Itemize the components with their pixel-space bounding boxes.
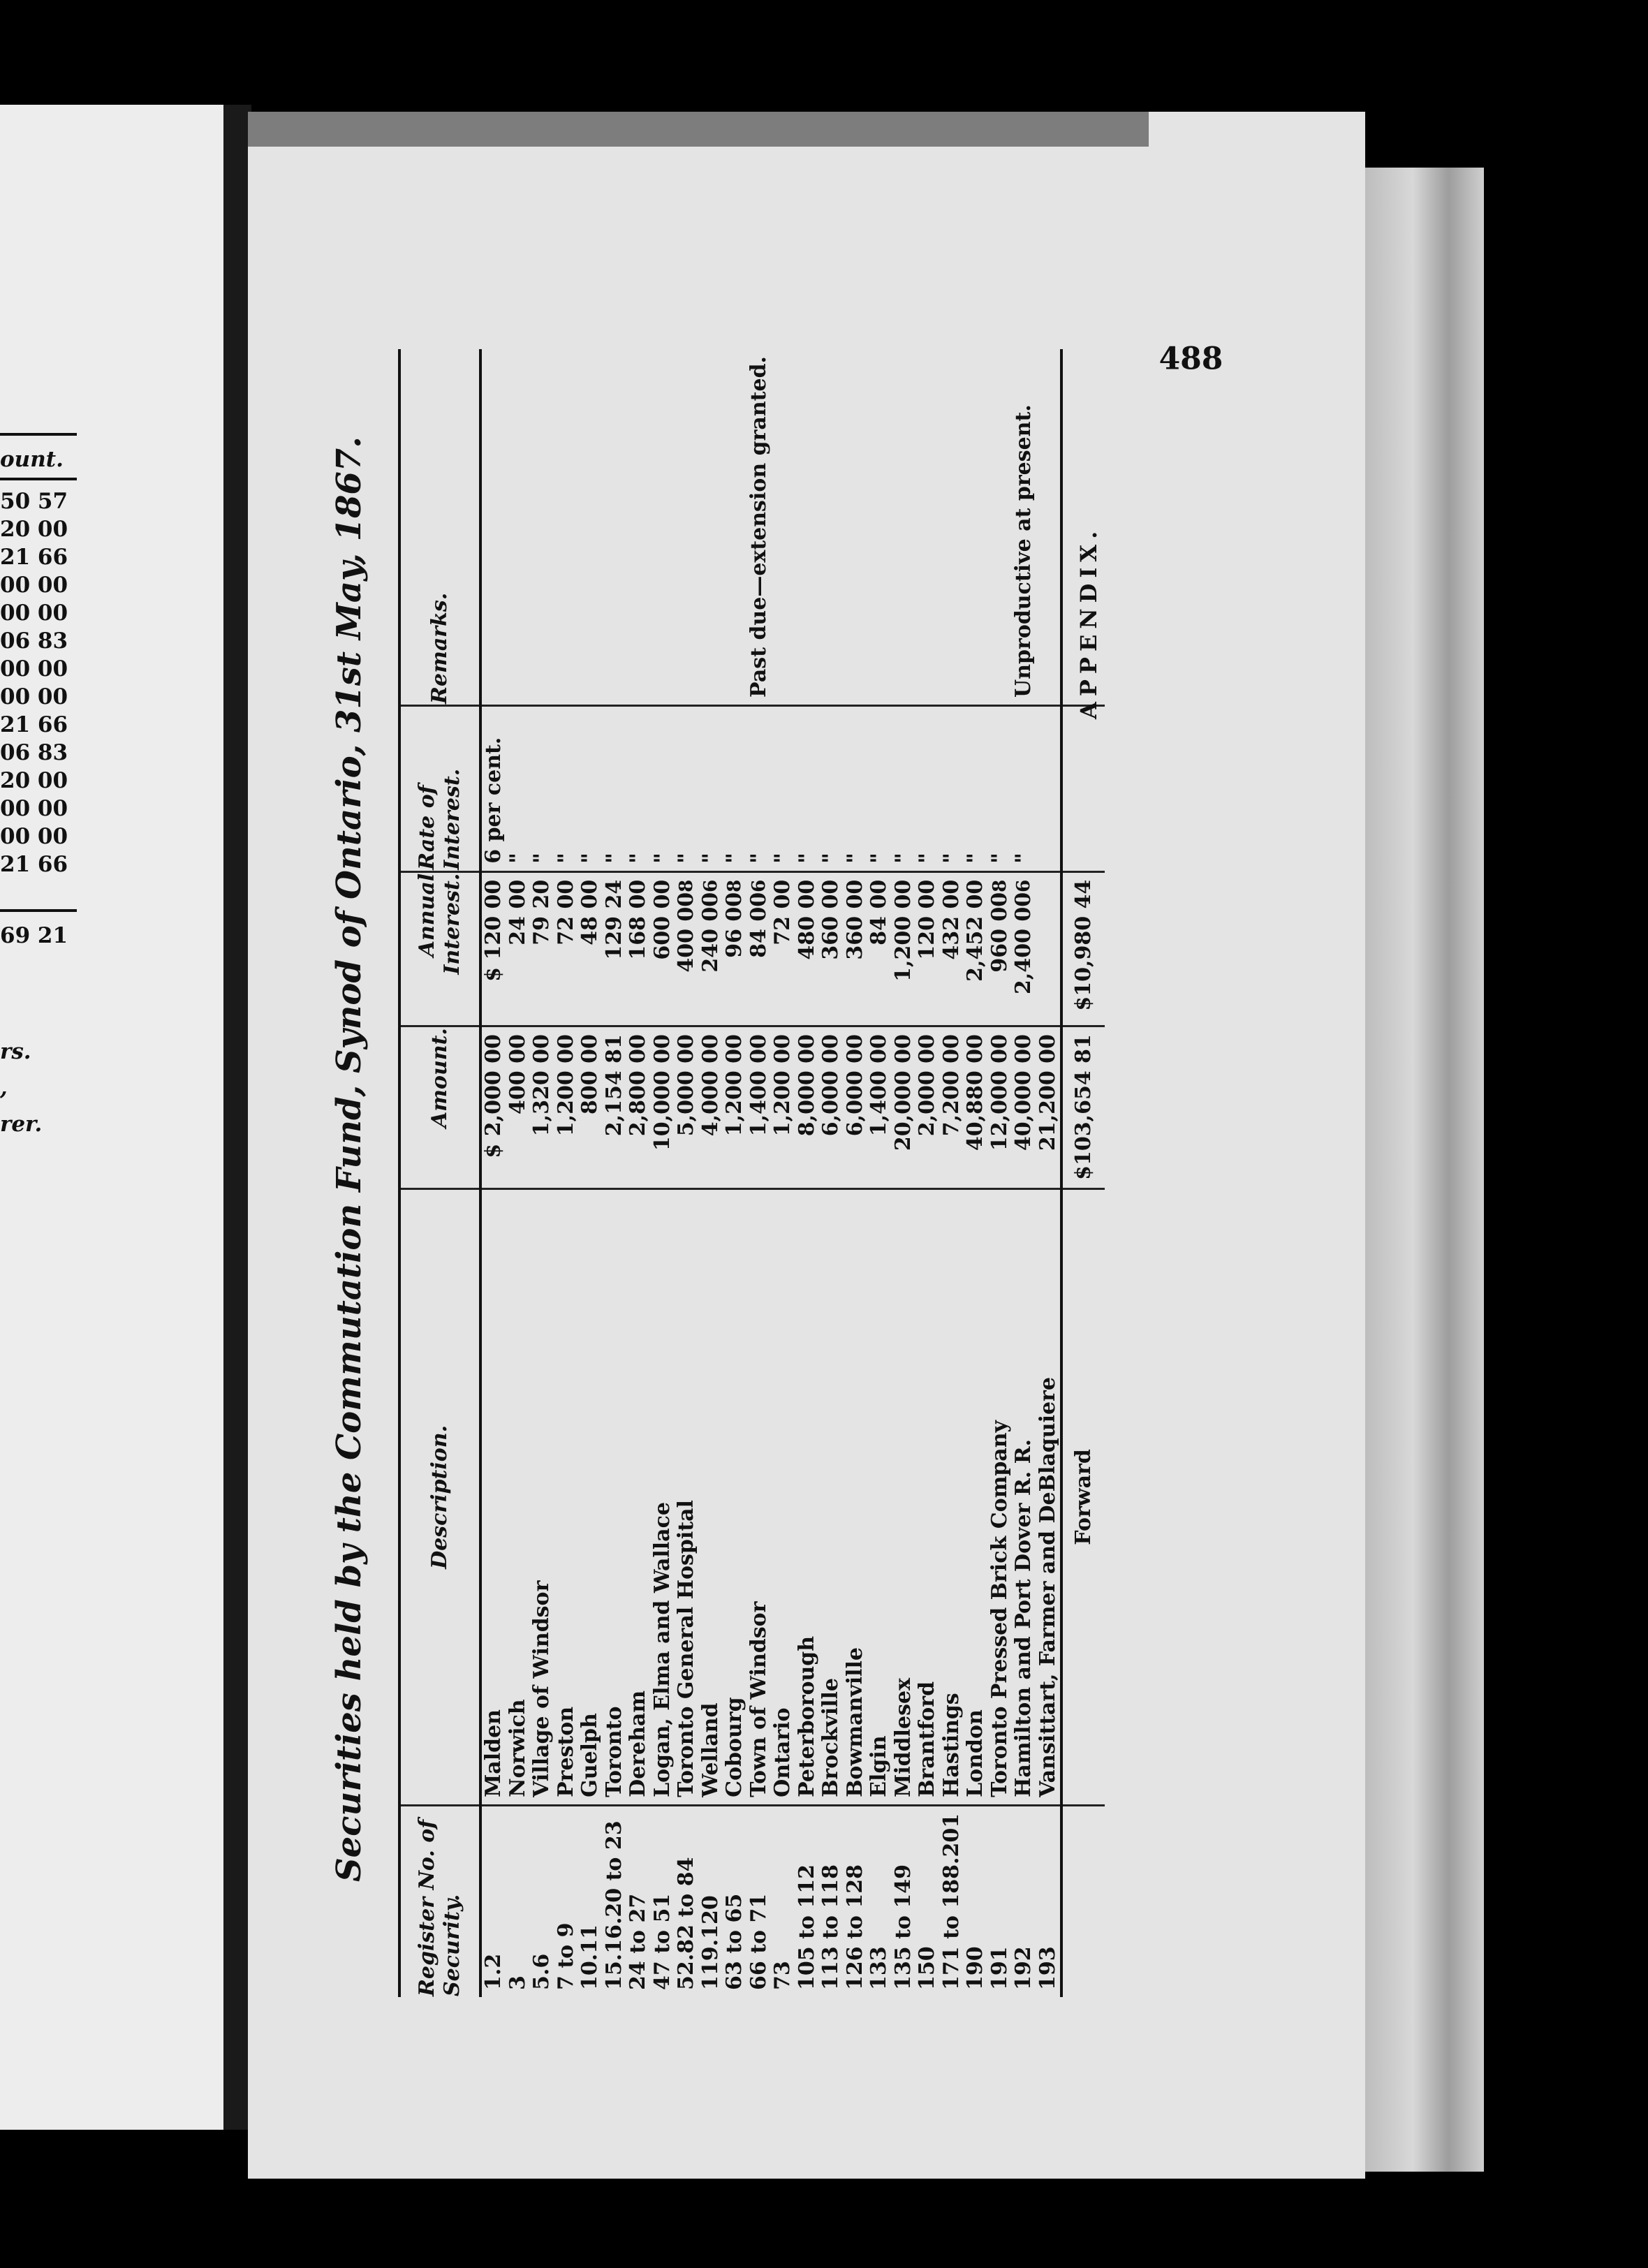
table-row — [844, 349, 868, 1997]
interest-value: 1,200 00 — [890, 879, 915, 982]
rate-cell: " — [530, 705, 554, 871]
register-cell: 135 to 149 — [890, 1864, 915, 1990]
rate-cell: " — [988, 705, 1013, 871]
rate-cell: " — [651, 705, 675, 871]
margin-note: 6 — [748, 879, 770, 892]
interest-cell — [867, 871, 892, 1026]
forward-amount: $103,654 81 — [1061, 1026, 1105, 1189]
securities-table — [398, 349, 1105, 1997]
description-cell: Town of Windsor — [747, 1188, 772, 1805]
interest-cell — [771, 871, 795, 1026]
remarks-cell — [844, 349, 868, 705]
register-cell: 133 — [867, 1946, 891, 1990]
register-cell: 150 — [915, 1946, 939, 1990]
page-number: 488 — [1158, 341, 1223, 377]
left-page-column — [0, 433, 77, 950]
rate-cell: " — [1012, 705, 1036, 871]
remarks-cell — [603, 349, 627, 705]
table-row — [554, 349, 579, 1997]
interest-value: $ 120 00 — [481, 879, 506, 982]
interest-cell — [554, 871, 579, 1026]
description-cell: Cobourg — [723, 1188, 747, 1805]
description-cell: Bowmanville — [844, 1188, 868, 1805]
amount-cell: 10,000 00 — [651, 1026, 675, 1189]
rate-cell: " — [892, 705, 916, 871]
register-cell: 3 — [505, 1975, 530, 1990]
left-value: 21 66 — [0, 852, 68, 877]
description-cell: Brockville — [819, 1188, 844, 1805]
amount-cell: 1,400 00 — [747, 1026, 772, 1189]
register-cell: 119.120 — [698, 1895, 723, 1990]
interest-cell — [723, 871, 747, 1026]
register-cell: 24 to 27 — [626, 1893, 650, 1990]
rate-cell: " — [626, 705, 651, 871]
amount-cell: 21,200 00 — [1036, 1026, 1062, 1189]
table-body — [480, 349, 1061, 1997]
rate-cell: " — [795, 705, 820, 871]
margin-note: 8 — [676, 879, 697, 892]
interest-cell — [892, 871, 916, 1026]
amount-cell: 1,400 00 — [867, 1026, 892, 1189]
interest-cell — [530, 871, 554, 1026]
left-value: 50 57 — [0, 489, 68, 514]
remarks-cell: Unproductive at present. — [1012, 349, 1036, 705]
amount-cell: 1,200 00 — [723, 1026, 747, 1189]
amount-cell: 5,000 00 — [675, 1026, 699, 1189]
interest-cell — [915, 871, 940, 1026]
register-cell: 47 to 51 — [649, 1893, 675, 1990]
table-row — [506, 349, 531, 1997]
remarks-cell — [578, 349, 603, 705]
interest-value: 72 00 — [553, 879, 578, 945]
forward-empty — [1061, 1805, 1105, 1997]
remarks-cell — [964, 349, 988, 705]
description-cell: Toronto Pressed Brick Company — [988, 1188, 1013, 1805]
amount-cell: 20,000 00 — [892, 1026, 916, 1189]
register-cell: 113 to 118 — [818, 1864, 843, 1990]
rate-cell: " — [603, 705, 627, 871]
rate-cell: " — [867, 705, 892, 871]
interest-value: 2,400 00 — [1011, 892, 1036, 994]
col-interest: Annual Interest. — [399, 871, 480, 1026]
remarks-cell — [892, 349, 916, 705]
interest-value: 168 00 — [626, 879, 650, 960]
table-row — [1036, 349, 1062, 1997]
left-value: 21 66 — [0, 545, 68, 570]
register-cell: 63 to 65 — [722, 1893, 746, 1990]
col-rate: Rate of Interest. — [399, 705, 480, 871]
register-cell: 5.6 — [529, 1953, 554, 1990]
interest-value: 84 00 — [867, 879, 891, 945]
table-row — [626, 349, 651, 1997]
interest-cell — [480, 871, 506, 1026]
table-row — [675, 349, 699, 1997]
remarks-cell — [554, 349, 579, 705]
remarks-cell — [795, 349, 820, 705]
rate-cell: " — [554, 705, 579, 871]
interest-cell — [747, 871, 772, 1026]
table-row — [530, 349, 554, 1997]
left-value: 00 00 — [0, 601, 68, 626]
rate-cell: 6 per cent. — [480, 705, 506, 871]
left-values — [0, 487, 77, 878]
description-cell: Toronto — [603, 1188, 627, 1805]
description-cell: Welland — [699, 1188, 723, 1805]
description-cell: Middlesex — [892, 1188, 916, 1805]
forward-interest: $10,980 44 — [1061, 871, 1105, 1026]
interest-cell — [844, 871, 868, 1026]
rate-cell: " — [578, 705, 603, 871]
description-cell: Toronto General Hospital — [675, 1188, 699, 1805]
left-value: 06 83 — [0, 740, 68, 765]
table-row — [867, 349, 892, 1997]
table-row — [578, 349, 603, 1997]
interest-cell — [603, 871, 627, 1026]
remarks-cell — [988, 349, 1013, 705]
rate-cell: " — [819, 705, 844, 871]
interest-cell — [988, 871, 1013, 1026]
register-cell: 126 to 128 — [842, 1864, 867, 1990]
rate-cell: " — [506, 705, 531, 871]
interest-value: 360 00 — [818, 879, 843, 960]
interest-cell — [1012, 871, 1036, 1026]
table-row — [651, 349, 675, 1997]
description-cell: Ontario — [771, 1188, 795, 1805]
description-cell: Preston — [554, 1188, 579, 1805]
interest-cell — [795, 871, 820, 1026]
rate-cell: " — [915, 705, 940, 871]
remarks-cell — [915, 349, 940, 705]
interest-cell — [651, 871, 675, 1026]
register-cell: 10.11 — [577, 1924, 602, 1990]
amount-cell: 2,800 00 — [626, 1026, 651, 1189]
left-total: 69 21 — [0, 909, 77, 950]
amount-cell: 1,320 00 — [530, 1026, 554, 1189]
table-header-row — [399, 349, 480, 1997]
description-cell: Hastings — [940, 1188, 964, 1805]
left-value: 20 00 — [0, 768, 68, 793]
left-sig-line: rer. — [0, 1112, 43, 1137]
left-value: 00 00 — [0, 656, 68, 682]
table-row — [819, 349, 844, 1997]
interest-value: 120 00 — [915, 879, 939, 960]
register-cell: 171 to 188.201 — [939, 1813, 964, 1990]
description-cell: Vansittart, Farmer and DeBlaquiere — [1036, 1188, 1062, 1805]
rate-cell: " — [675, 705, 699, 871]
appendix-header: APPENDIX. — [1075, 525, 1102, 719]
left-value: 06 83 — [0, 628, 68, 654]
remarks-cell — [506, 349, 531, 705]
margin-note: 8 — [989, 879, 1010, 892]
amount-cell: 1,200 00 — [554, 1026, 579, 1189]
description-cell: Logan, Elma and Wallace — [651, 1188, 675, 1805]
interest-value: 960 00 — [987, 892, 1012, 973]
amount-cell: 1,200 00 — [771, 1026, 795, 1189]
register-cell: 52.82 to 84 — [674, 1857, 698, 1990]
col-description: Description. — [399, 1188, 480, 1805]
register-cell: 192 — [1011, 1946, 1036, 1990]
rate-cell: " — [699, 705, 723, 871]
register-cell: 1.2 — [481, 1953, 506, 1990]
interest-value: 240 00 — [698, 892, 723, 973]
amount-cell: 8,000 00 — [795, 1026, 820, 1189]
remarks-cell — [819, 349, 844, 705]
left-value: 00 00 — [0, 573, 68, 598]
register-cell: 66 to 71 — [746, 1893, 771, 1990]
table-row — [892, 349, 916, 1997]
remarks-cell — [480, 349, 506, 705]
interest-value: 72 00 — [770, 879, 795, 945]
remarks-cell — [723, 349, 747, 705]
remarks-cell — [626, 349, 651, 705]
rate-cell: " — [964, 705, 988, 871]
interest-value: 96 00 — [722, 892, 746, 958]
interest-value: 480 00 — [794, 879, 819, 960]
remarks-cell — [1036, 349, 1062, 705]
rate-cell — [1036, 705, 1062, 871]
amount-cell: $ 2,000 00 — [480, 1026, 506, 1189]
page-gutter — [223, 105, 251, 2130]
description-cell: Elgin — [867, 1188, 892, 1805]
left-signature — [0, 1033, 42, 1142]
description-cell: London — [964, 1188, 988, 1805]
left-value: 00 00 — [0, 796, 68, 821]
register-cell: 190 — [963, 1946, 987, 1990]
interest-cell — [1036, 871, 1062, 1026]
interest-value: 84 00 — [746, 892, 771, 958]
left-rule — [0, 433, 77, 436]
table-row — [915, 349, 940, 1997]
col-remarks: Remarks. — [399, 349, 480, 705]
rate-cell: " — [723, 705, 747, 871]
rate-cell: " — [771, 705, 795, 871]
amount-cell: 40,880 00 — [964, 1026, 988, 1189]
page-title: Securities held by the Commutation Fund, Synod of Ontario, 31st May, 1867. — [330, 436, 369, 1882]
margin-note: 6 — [1013, 879, 1034, 892]
interest-cell — [699, 871, 723, 1026]
interest-cell — [940, 871, 964, 1026]
col-amount: Amount. — [399, 1026, 480, 1189]
description-cell: Norwich — [506, 1188, 531, 1805]
description-cell: Hamilton and Port Dover R. R. — [1012, 1188, 1036, 1805]
left-value: 20 00 — [0, 517, 68, 542]
description-cell: Dereham — [626, 1188, 651, 1805]
left-sig-line: , — [0, 1075, 8, 1100]
table-row — [988, 349, 1013, 1997]
register-cell: 15.16.20 to 23 — [601, 1820, 626, 1990]
amount-cell: 7,200 00 — [940, 1026, 964, 1189]
description-cell: Guelph — [578, 1188, 603, 1805]
remarks-cell — [940, 349, 964, 705]
table-row — [747, 349, 772, 1997]
amount-cell: 2,154 81 — [603, 1026, 627, 1189]
register-cell: 7 to 9 — [553, 1922, 578, 1990]
margin-note: 8 — [724, 879, 745, 892]
amount-cell: 6,000 00 — [819, 1026, 844, 1189]
amount-cell: 2,000 00 — [915, 1026, 940, 1189]
amount-cell: 6,000 00 — [844, 1026, 868, 1189]
interest-value: 129 24 — [601, 879, 626, 960]
left-sig-line: rs. — [0, 1039, 31, 1064]
table-row — [1012, 349, 1036, 1997]
interest-value: 2,452 00 — [963, 879, 987, 982]
description-cell: Malden — [480, 1188, 506, 1805]
description-cell: Village of Windsor — [530, 1188, 554, 1805]
table-row — [699, 349, 723, 1997]
remarks-cell: Past due—extension granted. — [747, 349, 772, 705]
left-value: 00 00 — [0, 684, 68, 709]
margin-note: 6 — [700, 879, 721, 892]
left-value: 00 00 — [0, 824, 68, 849]
interest-cell — [578, 871, 603, 1026]
interest-value: 24 00 — [505, 879, 530, 945]
register-cell: 193 — [1035, 1946, 1060, 1990]
table-row — [771, 349, 795, 1997]
interest-cell — [626, 871, 651, 1026]
page-edge — [1365, 168, 1484, 2172]
remarks-cell — [651, 349, 675, 705]
table-row — [480, 349, 506, 1997]
interest-value: 48 00 — [577, 879, 602, 945]
amount-cell: 12,000 00 — [988, 1026, 1013, 1189]
description-cell: Brantford — [915, 1188, 940, 1805]
forward-label: Forward — [1061, 1188, 1105, 1805]
interest-value: 79 20 — [529, 879, 554, 945]
interest-cell — [675, 871, 699, 1026]
col-register: Register No. of Security. — [399, 1805, 480, 1997]
register-cell: 73 — [770, 1961, 795, 1990]
table-row — [603, 349, 627, 1997]
rate-cell: " — [940, 705, 964, 871]
interest-cell — [819, 871, 844, 1026]
rate-cell: " — [844, 705, 868, 871]
page-top-shadow — [248, 112, 1149, 147]
interest-value: 360 00 — [842, 879, 867, 960]
interest-value: 400 00 — [674, 892, 698, 973]
amount-cell: 40,000 00 — [1012, 1026, 1036, 1189]
table-row — [795, 349, 820, 1997]
remarks-cell — [699, 349, 723, 705]
table-row — [940, 349, 964, 1997]
interest-cell — [964, 871, 988, 1026]
table-row — [723, 349, 747, 1997]
amount-cell: 4,000 00 — [699, 1026, 723, 1189]
register-cell: 191 — [987, 1946, 1012, 1990]
description-cell: Peterborough — [795, 1188, 820, 1805]
forward-rate — [1061, 705, 1105, 871]
interest-value: 600 00 — [649, 879, 675, 960]
interest-value: 432 00 — [939, 879, 964, 960]
left-value: 21 66 — [0, 712, 68, 737]
amount-cell: 400 00 — [506, 1026, 531, 1189]
remarks-cell — [530, 349, 554, 705]
interest-cell — [506, 871, 531, 1026]
table-row — [964, 349, 988, 1997]
remarks-cell — [771, 349, 795, 705]
left-header: ount. — [0, 441, 77, 480]
rotated-table-frame — [321, 321, 1223, 1997]
amount-cell: 800 00 — [578, 1026, 603, 1189]
remarks-cell — [675, 349, 699, 705]
rate-cell: " — [747, 705, 772, 871]
register-cell: 105 to 112 — [794, 1864, 819, 1990]
remarks-cell — [867, 349, 892, 705]
